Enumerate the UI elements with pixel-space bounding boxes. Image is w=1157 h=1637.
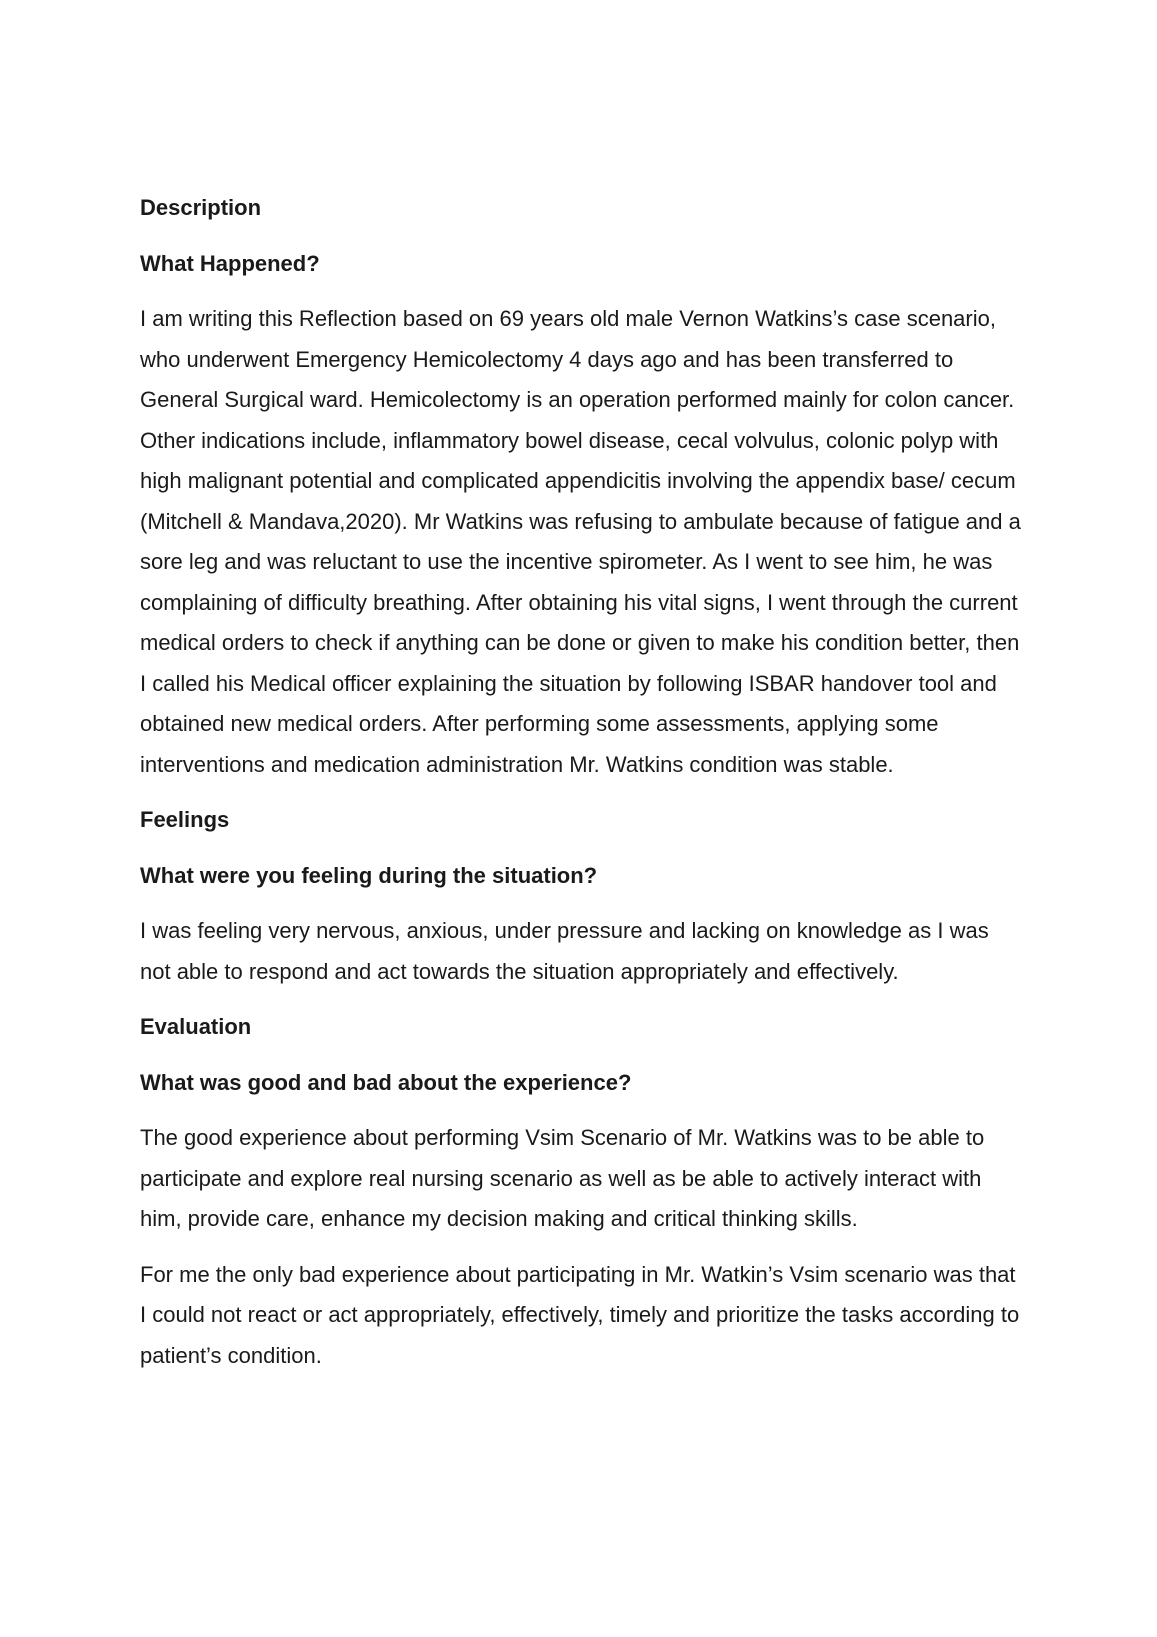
section-heading: Feelings (140, 807, 230, 832)
section-feelings (140, 800, 1025, 992)
document-page (140, 188, 1025, 1391)
paragraph: The good experience about performing Vsim Scenario of Mr. Watkins was to be able to participate and explore real nursing scenario as well as be able to actively interact with him, provide care, enhance my decision making and critical thinking skills. (140, 1125, 985, 1231)
paragraph: I was feeling very nervous, anxious, under pressure and lacking on knowledge as I was not able to respond and act towards the situation appropriately and effectively. (140, 918, 989, 984)
section-question: What were you feeling during the situation? (140, 862, 598, 888)
paragraph: I am writing this Reflection based on 69 years old male Vernon Watkins’s case scenario, who underwent Emergency Hemicolectomy 4 days ago and has been transferred to General Surgical ward. Hemicolectomy is an operation performed mainly for colon cancer. Other indications include, inflammatory bowel disease, cecal volvulus, colonic polyp with high malignant potential and complicated appendicitis involving the appendix base/ cecum (Mitchell & Mandava,2020). Mr Watkins was refusing to ambulate because of fatigue and a sore leg and was reluctant to use the incentive spirometer. As I went to see him, he was complaining of difficulty breathing. After obtaining his vital signs, I went through the current medical orders to check if anything can be done or given to make his condition better, then I called his Medical officer explaining the situation by following ISBAR handover tool and obtained new medical orders. After performing some assessments, applying some interventions and medication administration Mr. Watkins condition was stable. (140, 306, 1021, 777)
section-heading: Description (140, 195, 262, 220)
section-heading: Evaluation (140, 1014, 252, 1039)
section-question: What Happened? (140, 250, 320, 276)
section-evaluation (140, 1007, 1025, 1376)
section-description (140, 188, 1025, 785)
section-question: What was good and bad about the experience? (140, 1069, 632, 1095)
paragraph: For me the only bad experience about participating in Mr. Watkin’s Vsim scenario was that I could not react or act appropriately, effectively, timely and prioritize the tasks according to patient’s condition. (140, 1261, 1020, 1368)
